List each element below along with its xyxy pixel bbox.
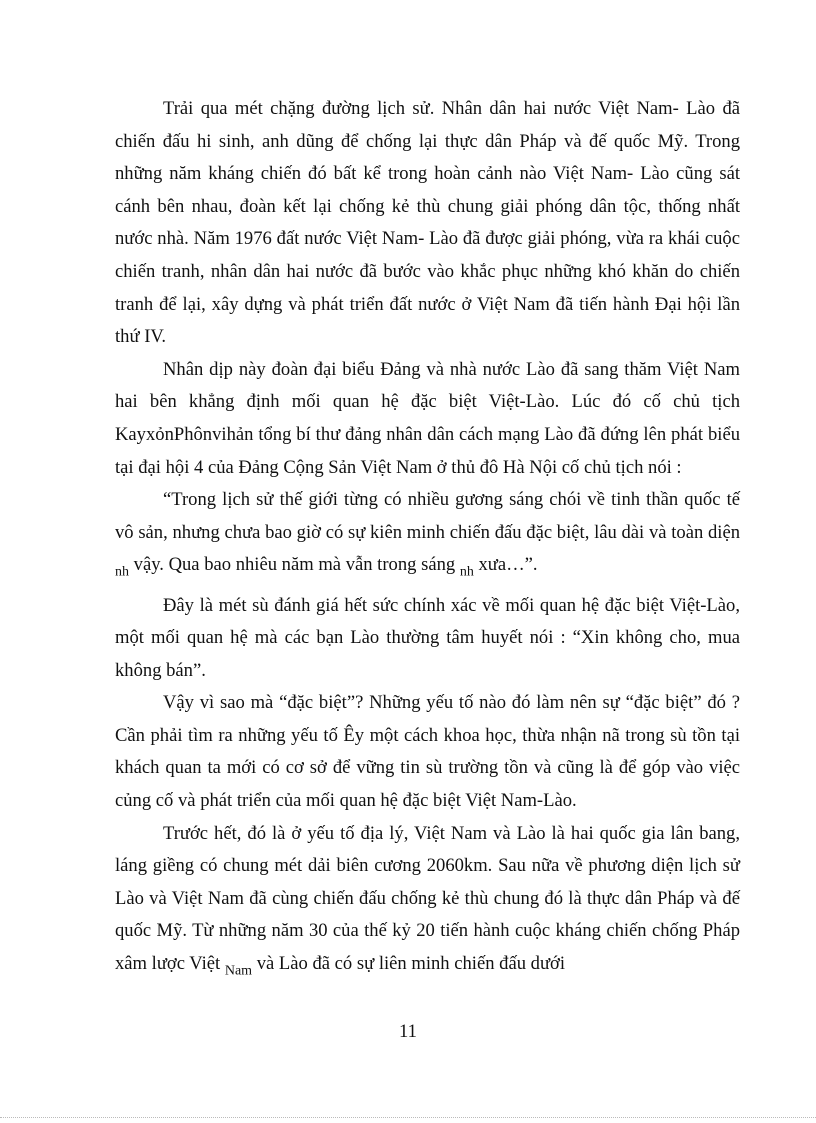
quote-subscript-1: nh <box>115 564 129 580</box>
paragraph-2: Nhân dịp này đoàn đại biểu Đảng và nhà nước Lào đã sang thăm Việt Nam hai bên khẳng định mối quan hệ đặc biệt Việt-Lào. Lúc đó cố chủ tịch KayxỏnPhônvihản tổng bí thư đảng nhân dân cách mạng Lào đã đứng lên phát biểu tại đại hội 4 của Đảng Cộng Sản Việt Nam ở thủ đô Hà Nội cố chủ tịch nói : <box>115 358 740 478</box>
paragraph-6 <box>115 818 740 989</box>
body-text <box>115 93 740 988</box>
page-number: 11 <box>399 1021 417 1042</box>
quote-text-end: xưa…”. <box>473 554 538 576</box>
page-bottom-divider <box>0 1117 816 1118</box>
quote-text-start: “Trong lịch sử thế giới từng có nhiều gương sáng chói về tinh thần quốc tế vô sản, nhưng chưa bao giờ có sự kiên minh chiến đấu đặc biệt, lâu dài và toàn diện <box>115 489 740 543</box>
paragraph-5: Vậy vì sao mà “đặc biệt”? Những yếu tố nào đó làm nên sự “đặc biệt” đó ? Cần phải tìm ra những yếu tố Êy một cách khoa học, thừa nhận nã trong sù tồn tại khách quan ta mới có cơ sở để vững tin sù trường tồn và cũng là để góp vào việc củng cố và phát triển của mối quan hệ đặc biệt Việt Nam-Lào. <box>115 692 740 812</box>
paragraph-6-subscript: Nam <box>224 963 253 979</box>
quote-subscript-2: nh <box>459 564 474 580</box>
paragraph-6-text-start: Trước hết, đó là ở yếu tố địa lý, Việt Nam và Lào là hai quốc gia lân bang, láng giềng có chung mét dải biên cương 2060km. Sau nữa về phương diện lịch sử Lào và Việt Nam đã cùng chiến đấu chống kẻ thù chung đó là thực dân Pháp và đế quốc Mỹ. Từ những năm 30 của thế kỷ 20 tiến hành cuộc kháng chiến chống Pháp xâm lược Việt <box>115 822 740 975</box>
paragraph-3-quote <box>115 484 740 589</box>
paragraph-4: Đây là mét sù đánh giá hết sức chính xác về mối quan hệ đặc biệt Việt-Lào, một mối quan hệ mà các bạn Lào thường tâm huyết nói : “Xin không cho, mua không bán”. <box>115 594 740 681</box>
paragraph-1: Trải qua mét chặng đường lịch sử. Nhân dân hai nước Việt Nam- Lào đã chiến đấu hi sinh, anh dũng để chống lại thực dân Pháp và đế quốc Mỹ. Trong những năm kháng chiến đó bất kể trong hoàn cảnh nào Việt Nam- Lào cũng sát cánh bên nhau, đoàn kết lại chống kẻ thù chung giải phóng dân tộc, thống nhất nước nhà. Năm 1976 đất nước Việt Nam- Lào đã được giải phóng, vừa ra khái cuộc chiến tranh, nhân dân hai nước đã bước vào khắc phục những khó khăn do chiến tranh để lại, xây dựng và phát triển đất nước ở Việt Nam đã tiến hành Đại hội lần thứ IV. <box>115 98 740 348</box>
paragraph-6-text-end: và Lào đã có sự liên minh chiến đấu dưới <box>252 953 566 975</box>
quote-text-middle: vậy. Qua bao nhiêu năm mà vẫn trong sáng <box>129 554 460 576</box>
